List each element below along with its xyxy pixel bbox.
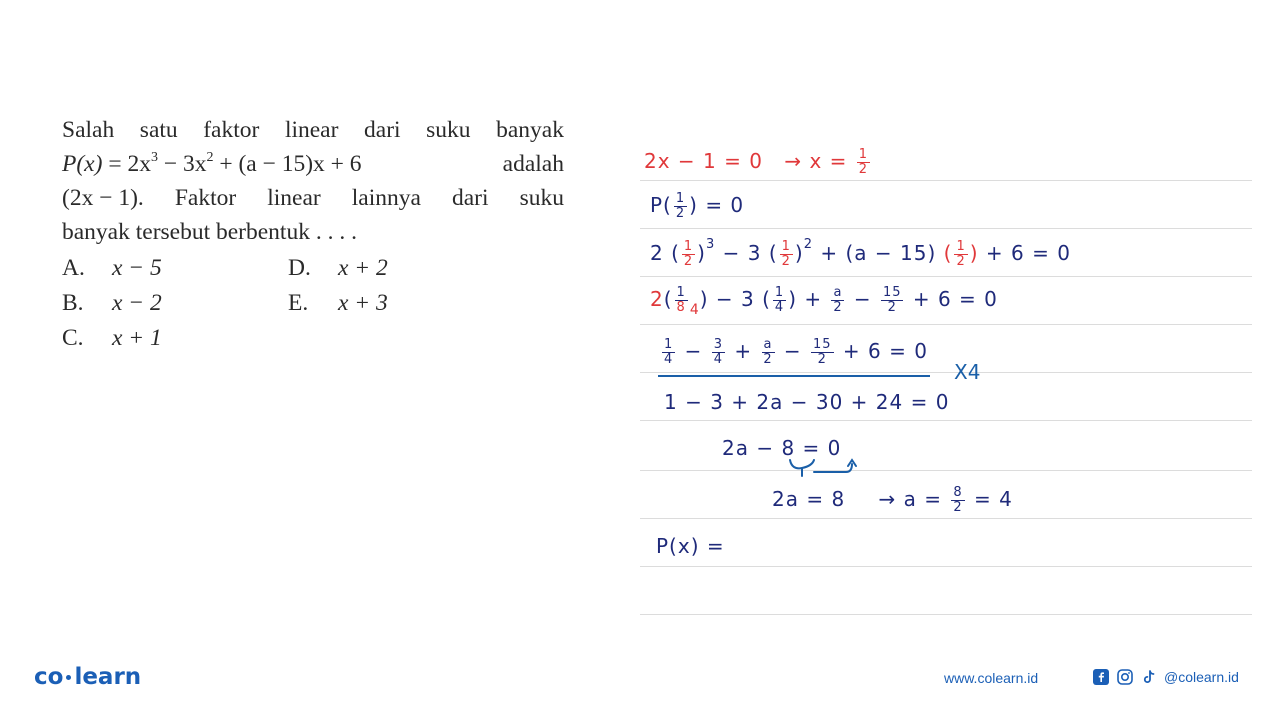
- numerator: 1: [683, 239, 694, 254]
- fraction-15-half: [811, 338, 834, 367]
- option-letter: C.: [62, 325, 84, 351]
- polynomial-expression: [62, 147, 362, 181]
- equation: 1 − 3 + 2a − 30 + 24 = 0: [664, 390, 950, 414]
- expression: P(: [650, 193, 672, 217]
- colearn-logo: [34, 664, 141, 690]
- step-solve-factor: [644, 148, 872, 177]
- term: − 3x: [163, 151, 207, 177]
- numerator: 1: [774, 285, 785, 300]
- question-line-4: [62, 215, 564, 249]
- option-d[interactable]: [288, 255, 388, 282]
- rule-line: [640, 276, 1252, 277]
- denominator: 4: [713, 352, 724, 367]
- denominator: 2: [833, 300, 843, 315]
- denominator: 2: [781, 254, 791, 269]
- option-a[interactable]: [62, 255, 162, 282]
- option-letter: D.: [288, 255, 311, 281]
- step-substitution: [650, 237, 1071, 269]
- denominator: 2: [858, 162, 869, 177]
- term: + (a − 15): [820, 241, 937, 265]
- option-text: x + 2: [338, 255, 388, 281]
- fraction-a-half: [762, 338, 775, 367]
- word: adalah: [502, 151, 564, 177]
- rule-line: [640, 324, 1252, 325]
- numerator: 1: [858, 147, 869, 162]
- term: + 6 = 0: [912, 287, 998, 311]
- term: ) +: [788, 287, 823, 311]
- fraction-15-half: [881, 286, 904, 315]
- logo-text: learn: [74, 664, 142, 690]
- underline: [658, 375, 930, 377]
- term: + 6 = 0: [985, 241, 1071, 265]
- term: + (a − 15)x + 6: [219, 151, 362, 177]
- fraction-half: [780, 240, 793, 269]
- expression: ) = 0: [689, 193, 745, 217]
- fraction-half: [857, 148, 870, 177]
- denominator: 2: [763, 352, 773, 367]
- multiply-by-four-note: X4: [954, 360, 981, 384]
- option-text: x + 1: [112, 325, 162, 351]
- word: banyak tersebut berbentuk . . . .: [62, 219, 357, 245]
- word: linear: [267, 185, 321, 211]
- denominator: 4: [664, 352, 674, 367]
- exponent: 3: [150, 150, 158, 165]
- fraction-a-half: [831, 286, 844, 315]
- word: dari: [452, 185, 489, 211]
- word: satu: [139, 117, 178, 143]
- term: 2 (: [650, 241, 680, 265]
- fraction-8-half: [951, 486, 964, 515]
- denominator: 2: [675, 206, 686, 221]
- step-p-half: [650, 192, 744, 221]
- tiktok-icon[interactable]: [1140, 668, 1158, 686]
- question-line-1: [62, 113, 564, 147]
- word: lainnya: [351, 185, 421, 211]
- option-text: x − 5: [112, 255, 162, 281]
- term: ): [697, 241, 706, 265]
- question-text: [62, 113, 564, 249]
- term: 2: [650, 287, 664, 311]
- term: ): [969, 241, 979, 265]
- fraction-quarter: [773, 286, 786, 315]
- fraction-half: [674, 192, 687, 221]
- option-text: x + 3: [338, 290, 388, 316]
- term: = 2x: [108, 151, 151, 177]
- denominator: 2: [817, 352, 827, 367]
- term: −: [783, 339, 802, 363]
- word: Faktor: [174, 185, 237, 211]
- numerator: 8: [953, 485, 963, 500]
- correction: 4: [689, 302, 700, 318]
- arrow-text: → x =: [784, 149, 848, 173]
- step-multiplied: [664, 390, 949, 414]
- exponent: 2: [803, 237, 813, 252]
- denominator: 2: [953, 500, 963, 515]
- factor: (2x − 1).: [62, 185, 144, 211]
- equation: 2x − 1 = 0: [644, 149, 763, 173]
- polynomial-name: P(x): [62, 151, 103, 177]
- logo-dot: [66, 675, 71, 680]
- numerator: 1: [956, 239, 966, 254]
- denominator: 8: [676, 300, 686, 315]
- rule-line: [640, 228, 1252, 229]
- term: − 3 (: [722, 241, 778, 265]
- step-p-of-x: [656, 534, 725, 558]
- question-line-3: [62, 181, 564, 215]
- instagram-icon[interactable]: [1116, 668, 1134, 686]
- word: banyak: [496, 117, 564, 143]
- equation: 2a − 8 = 0: [722, 436, 842, 460]
- word: dari: [364, 117, 401, 143]
- denominator: 4: [774, 300, 785, 315]
- option-letter: E.: [288, 290, 309, 316]
- numerator: a: [763, 337, 773, 352]
- exponent: 3: [705, 237, 716, 252]
- fraction-half: [682, 240, 695, 269]
- rule-line: [640, 420, 1252, 421]
- step-simplify: [660, 338, 928, 367]
- numerator: 1: [781, 239, 791, 254]
- word: suku: [519, 185, 564, 211]
- question-line-2: [62, 147, 564, 181]
- numerator: 1: [675, 191, 686, 206]
- word: suku: [426, 117, 471, 143]
- term: +: [734, 339, 753, 363]
- arrow-text: → a =: [878, 487, 943, 511]
- rule-line: [640, 566, 1252, 567]
- denominator: 2: [956, 254, 966, 269]
- numerator: 1: [676, 285, 686, 300]
- term: −: [853, 287, 872, 311]
- numerator: a: [833, 285, 843, 300]
- equation: 2a = 8: [772, 487, 846, 511]
- denominator: 2: [683, 254, 694, 269]
- numerator: 15: [812, 337, 832, 352]
- website-link[interactable]: www.colearn.id: [944, 670, 1039, 686]
- option-c[interactable]: [62, 325, 162, 352]
- word: Salah: [62, 117, 115, 143]
- move-term-arrow-icon: [784, 456, 864, 480]
- step-solve-a: [772, 486, 1013, 515]
- option-text: x − 2: [112, 290, 162, 316]
- option-e[interactable]: [288, 290, 388, 317]
- term: + 6 = 0: [842, 339, 928, 363]
- logo-text: co: [34, 664, 64, 690]
- numerator: 1: [664, 337, 674, 352]
- equation: = 4: [974, 487, 1013, 511]
- social-handle[interactable]: @colearn.id: [1164, 669, 1239, 685]
- word: faktor: [203, 117, 260, 143]
- social-links: [1092, 668, 1239, 686]
- word: linear: [284, 117, 339, 143]
- fraction-half: [954, 240, 967, 269]
- rule-line: [640, 470, 1252, 471]
- option-letter: B.: [62, 290, 84, 316]
- option-b[interactable]: [62, 290, 162, 317]
- numerator: 3: [713, 337, 724, 352]
- term: ): [794, 241, 804, 265]
- rule-line: [640, 180, 1252, 181]
- term: − 3 (: [715, 287, 771, 311]
- denominator: 2: [887, 300, 897, 315]
- step-evaluate: 2( $\frac{1}{8}$ $_4$) − 3 ( $\frac{1}{4}$ ) + $\frac{a}{2}$ − $\frac{15}{2}$ + 6 = 0: [650, 285, 998, 318]
- rule-line: [640, 518, 1252, 519]
- rule-line: [640, 614, 1252, 615]
- fraction-quarter: [662, 338, 675, 367]
- fraction-3-quarter: [712, 338, 725, 367]
- exponent: 2: [206, 150, 214, 165]
- fraction-eighth: [675, 286, 688, 315]
- option-letter: A.: [62, 255, 85, 281]
- rule-line: [640, 372, 1252, 373]
- expression: P(x) =: [656, 534, 725, 558]
- term: −: [684, 339, 703, 363]
- facebook-icon[interactable]: [1092, 668, 1110, 686]
- term: (: [943, 241, 953, 265]
- numerator: 15: [882, 285, 902, 300]
